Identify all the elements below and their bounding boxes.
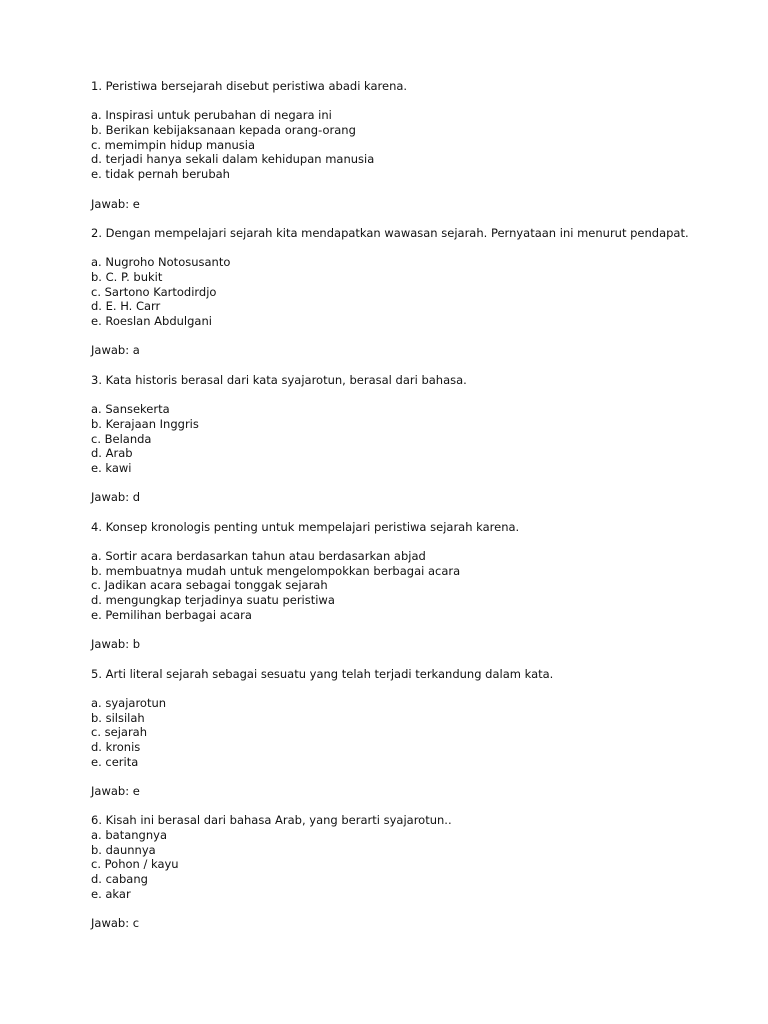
- option-a: a. Sansekerta: [91, 402, 170, 417]
- option-d: d. terjadi hanya sekali dalam kehidupan manusia: [91, 152, 375, 167]
- option-b: b. membuatnya mudah untuk mengelompokkan berbagai acara: [91, 563, 461, 578]
- option-e: e. cerita: [91, 754, 139, 769]
- question-text: 2. Dengan mempelajari sejarah kita mendapatkan wawasan sejarah. Pernyataan ini menurut pendapat.: [91, 225, 689, 240]
- document-body: [91, 79, 731, 931]
- option-d: d. E. H. Carr: [91, 299, 161, 314]
- answer-text: Jawab: a: [91, 343, 140, 358]
- question-block: [91, 813, 731, 931]
- option-b: b. C. P. bukit: [91, 269, 163, 284]
- question-block: [91, 79, 731, 226]
- answer-text: Jawab: e: [91, 196, 140, 211]
- option-d: d. cabang: [91, 872, 148, 887]
- question-text: 4. Konsep kronologis penting untuk mempelajari peristiwa sejarah karena.: [91, 519, 520, 534]
- option-a: a. Sortir acara berdasarkan tahun atau berdasarkan abjad: [91, 549, 426, 563]
- option-d: d. mengungkap terjadinya suatu peristiwa: [91, 593, 335, 608]
- option-a: a. Inspirasi untuk perubahan di negara ini: [91, 108, 332, 123]
- question-block: [91, 520, 731, 667]
- option-b: b. Berikan kebijaksanaan kepada orang-orang: [91, 123, 356, 138]
- answer-text: Jawab: b: [91, 637, 141, 652]
- option-c: c. Belanda: [91, 431, 152, 446]
- answer-text: Jawab: e: [91, 784, 140, 798]
- question-text: 5. Arti literal sejarah sebagai sesuatu yang telah terjadi terkandung dalam kata.: [91, 666, 554, 681]
- option-e: e. akar: [91, 886, 131, 901]
- option-d: d. kronis: [91, 739, 141, 754]
- option-a: a. batangnya: [91, 828, 167, 843]
- question-block: [91, 667, 731, 814]
- answer-text: Jawab: d: [91, 490, 141, 505]
- option-c: c. Jadikan acara sebagai tonggak sejarah: [91, 578, 328, 593]
- option-b: b. Kerajaan Inggris: [91, 416, 199, 431]
- option-a: a. Nugroho Notosusanto: [91, 255, 231, 270]
- option-b: b. silsilah: [91, 710, 145, 725]
- answer-text: Jawab: c: [91, 916, 140, 931]
- option-e: e. Pemilihan berbagai acara: [91, 607, 252, 622]
- option-a: a. syajarotun: [91, 695, 167, 710]
- option-e: e. Roeslan Abdulgani: [91, 314, 212, 328]
- option-c: c. memimpin hidup manusia: [91, 137, 256, 152]
- option-b: b. daunnya: [91, 842, 156, 857]
- option-c: c. Sartono Kartodirdjo: [91, 284, 217, 299]
- option-d: d. Arab: [91, 446, 133, 461]
- question-text: 1. Peristiwa bersejarah disebut peristiwa abadi karena.: [91, 79, 408, 93]
- option-c: c. Pohon / kayu: [91, 857, 179, 872]
- question-text: 6. Kisah ini berasal dari bahasa Arab, yang berarti syajarotun..: [91, 813, 452, 828]
- question-text: 3. Kata historis berasal dari kata syajarotun, berasal dari bahasa.: [91, 372, 467, 387]
- option-e: e. kawi: [91, 460, 132, 475]
- question-block: [91, 226, 731, 373]
- option-e: e. tidak pernah berubah: [91, 167, 230, 182]
- question-block: [91, 373, 731, 520]
- option-c: c. sejarah: [91, 725, 148, 740]
